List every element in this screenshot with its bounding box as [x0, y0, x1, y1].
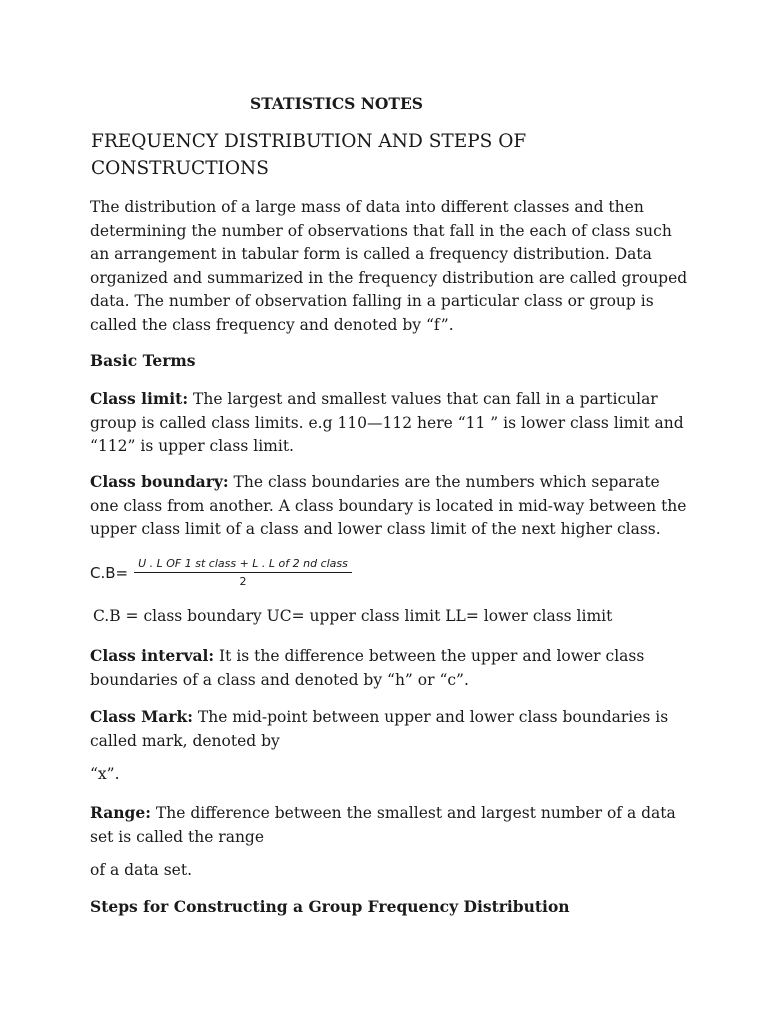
class-boundary-term: Class boundary:	[90, 472, 229, 491]
basic-terms-heading: Basic Terms	[90, 351, 196, 370]
abbreviations-line: C.B = class boundary UC= upper class limit LL= lower class limit	[93, 607, 613, 625]
fraction-bar	[134, 572, 352, 573]
range-term: Range:	[90, 803, 151, 822]
range-text: The difference between the smallest and largest number of a data set is called the range	[90, 804, 676, 846]
class-mark-text: The mid-point between upper and lower class boundaries is called mark, denoted by	[90, 708, 669, 750]
class-limit-paragraph	[90, 387, 690, 459]
class-mark-term: Class Mark:	[90, 707, 193, 726]
class-mark-paragraph	[90, 705, 690, 753]
class-interval-paragraph	[90, 644, 690, 692]
class-boundary-paragraph	[90, 470, 690, 542]
formula-numerator: U . L OF 1 st class + L . L of 2 nd class	[138, 557, 348, 570]
section-heading: FREQUENCY DISTRIBUTION AND STEPS OF CONSTRUCTIONS	[91, 131, 527, 179]
class-interval-term: Class interval:	[90, 646, 215, 665]
class-mark-symbol: “x”.	[90, 765, 120, 783]
range-continuation: of a data set.	[90, 861, 193, 879]
class-boundary-text: The class boundaries are the numbers which separate one class from another. A class boundary is located in mid-way between the upper class limit of a class and lower class limit of the next higher class.	[90, 473, 687, 538]
formula-denominator: 2	[239, 575, 247, 588]
intro-paragraph: The distribution of a large mass of data into different classes and then determining the number of observations that fall in the each of class such an arrangement in tabular form is called a frequency distribution. Data organized and summarized in the frequency distribution are called grouped data. The number of observation falling in a particular class or group is called the class frequency and denoted by “f”.	[90, 198, 688, 334]
class-boundary-formula	[90, 557, 410, 593]
formula-lhs: C.B=	[90, 564, 129, 582]
document-title: STATISTICS NOTES	[250, 94, 423, 113]
class-interval-text: It is the difference between the upper and lower class boundaries of a class and denoted by “h” or “c”.	[90, 647, 645, 689]
range-paragraph	[90, 801, 690, 849]
steps-heading: Steps for Constructing a Group Frequency Distribution	[90, 897, 570, 916]
class-limit-text: The largest and smallest values that can fall in a particular group is called class limits. e.g 110—112 here “11 ” is lower class limit and “112” is upper class limit.	[90, 390, 684, 455]
class-limit-term: Class limit:	[90, 389, 189, 408]
